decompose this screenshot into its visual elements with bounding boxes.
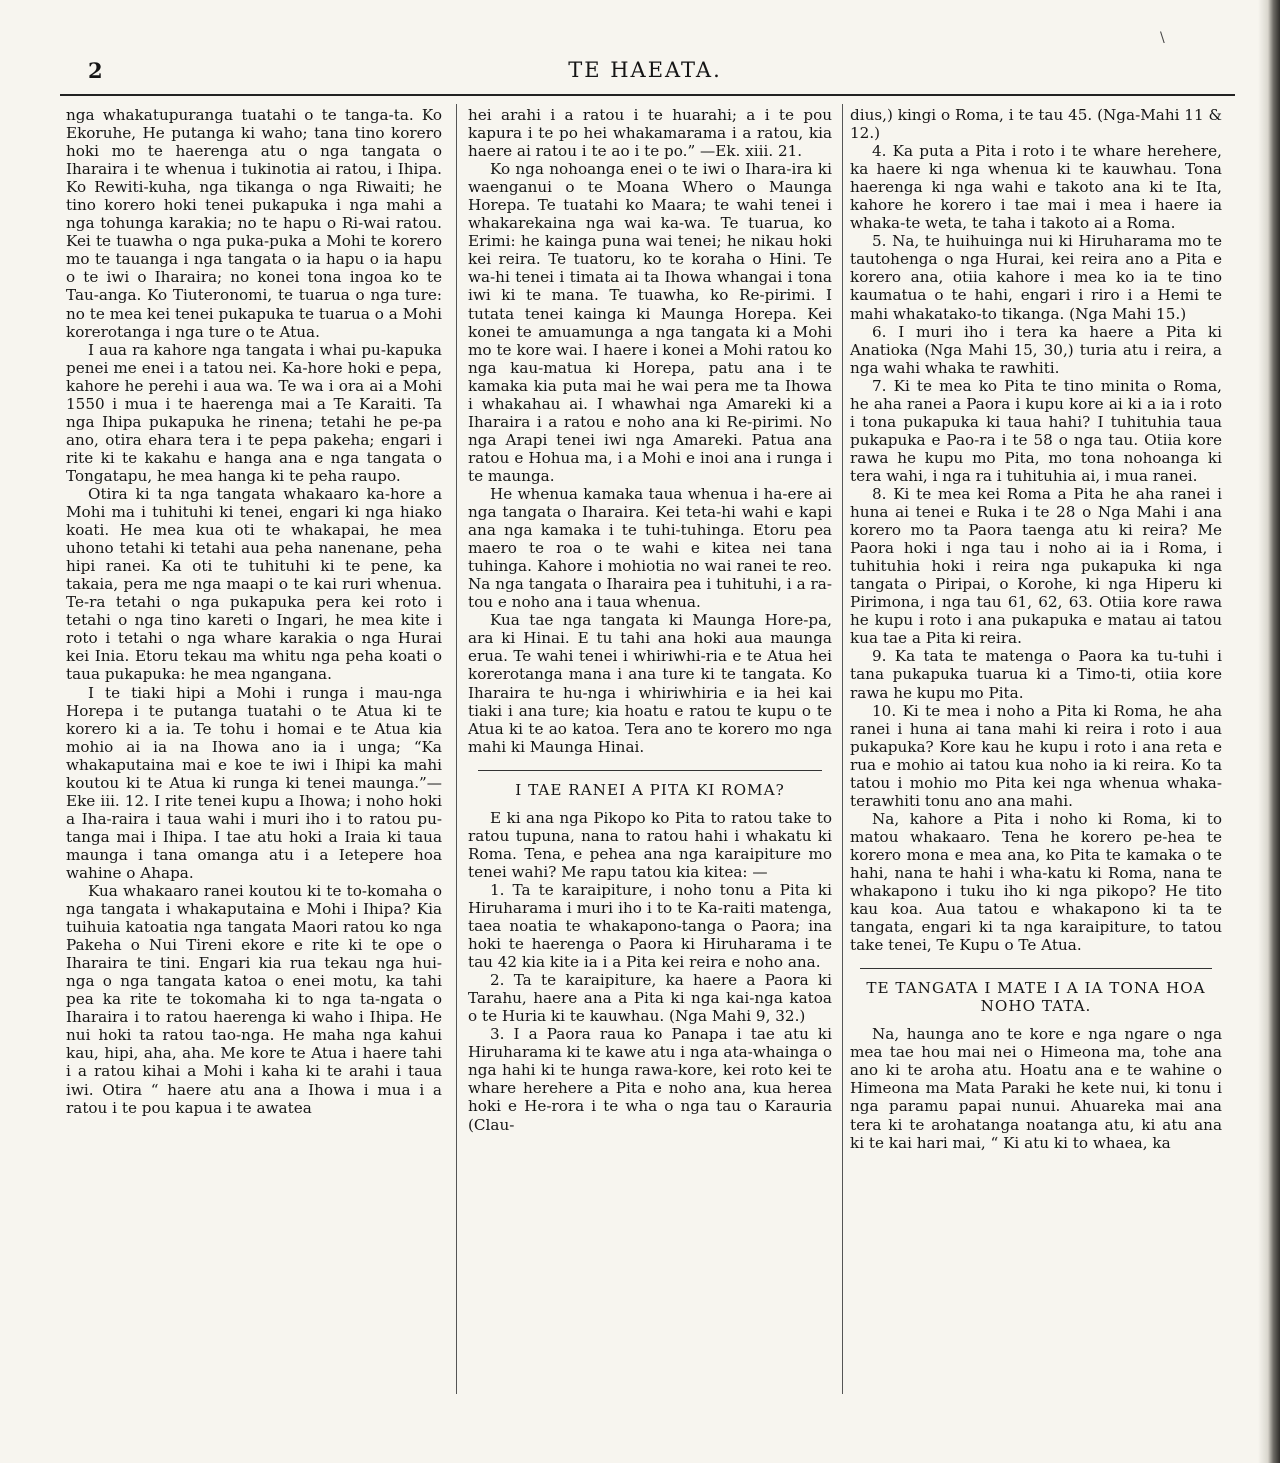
column-divider — [456, 104, 457, 1394]
article-heading: TE TANGATA I MATE I A IA TONA HOA NOHO TATA. — [866, 979, 1206, 1016]
paragraph: 10. Ki te mea i noho a Pita ki Roma, he aha ranei i huna ai tana mahi ki reira i roto i aua pukapuka? Kore kau he kupu i roto i ana reta e rua e mohio ai tatou kua noho ia ki reira. Ko ta tatou i mohio mo Pita kei nga whenua whaka-terawhiti tonu ano ana mahi. — [850, 701, 1222, 810]
paragraph: I te tiaki hipi a Mohi i runga i mau-nga Horepa i te putanga tuatahi o te Atua ki te korero ki a ia. Te tohu i homai e te Atua kia mohio ai ia na Ihowa ano ia i unga; “Ka whakaputaina mai e koe te iwi i Ihipi ka mahi koutou ki te Atua ki runga ki tenei maunga.”—Eke iii. 12. I rite tenei kupu a Ihowa; i noho hoki a Iha-raira i taua wahi i muri iho i to ratou pu-tanga mai i Ihipa. I tae atu hoki a Iraia ki taua maunga i tana omanga atu i a Ietepere hoa wahine o Ahapa. — [66, 683, 442, 882]
page-number: 2 — [88, 58, 103, 83]
paragraph: 5. Na, te huihuinga nui ki Hiruharama mo te tautohenga o nga Hurai, kei reira ano a Pita e korero ana, otiia kahore i mea ko ia te tino kaumatua o te hahi, engari i riro i a Hemi te mahi whakatako-to tikanga. (Nga Mahi 15.) — [850, 232, 1222, 323]
page-edge-shadow — [1258, 0, 1280, 1463]
paragraph: Otira ki ta nga tangata whakaaro ka-hore a Mohi ma i tuhituhi ki tenei, engari ki nga hiako koati. He mea kua oti te whakapai, he mea uhono tetahi ki tetahi aua peha nanenane, peha hipi ranei. Ka oti te tuhituhi ki te pene, ka takaia, pera me nga maapi o te kai ruri whenua. Te-ra tetahi o nga pukapuka pera kei roto i tetahi o nga tino kareti o Ingari, he mea kite i roto i tetahi o nga whare karakia o nga Hurai kei Inia. Etoru tekau ma whitu nga peha koati o taua pukapuka: he mea ngangana. — [66, 484, 442, 684]
paragraph: Na, kahore a Pita i noho ki Roma, ki to matou whakaaro. Tena he korero pe-hea te korero mona e mea ana, ko Pita te kamaka o te hahi, nana te hahi i wha-katu ki Roma, nana te whakapono i tuku iho ki nga pikopo? He tito kau koa. Aua tatou e whakapono ki ta te tangata, engari ki ta nga karaipiture, to tatou take tenei, Te Kupu o Te Atua. — [850, 809, 1222, 955]
paragraph: 6. I muri iho i tera ka haere a Pita ki Anatioka (Nga Mahi 15, 30,) turia atu i reira, a nga wahi whaka te rawhiti. — [850, 322, 1222, 377]
section-rule — [860, 968, 1212, 969]
paragraph: 9. Ka tata te matenga o Paora ka tu-tuhi i tana pukapuka tuarua ki a Timo-ti, otiia kore rawa he kupu mo Pita. — [850, 647, 1222, 702]
column-3 — [850, 106, 1222, 1152]
paragraph: Kua tae nga tangata ki Maunga Hore-pa, ara ki Hinai. E tu tahi ana hoki aua maunga erua. Te wahi tenei i whiriwhi-ria e te Atua hei korerotanga mana i ana ture ki te tangata. Ko Iharaira te hu-nga i whiriwhiria e ia hei kai tiaki i ana ture; kia hoatu e ratou te kupu o te Atua ki te ao katoa. Tera ano te korero mo nga mahi ki Maunga Hinai. — [468, 611, 832, 756]
newspaper-title: TE HAEATA. — [568, 58, 722, 82]
paragraph: E ki ana nga Pikopo ko Pita to ratou take to ratou tupuna, nana to ratou hahi i whakatu ki Roma. Tena, e pehea ana nga karaipiture mo tenei wahi? Me rapu tatou kia kitea: — — [468, 808, 832, 881]
column-2 — [468, 106, 832, 1134]
paragraph: Kua whakaaro ranei koutou ki te to-komaha o nga tangata i whakaputaina e Mohi i Ihipa? Kia tuihuia katoatia nga tangata Maori ratou ko nga Pakeha o Nui Tireni ekore e rite ki te ope o Iharaira te tini. Engari kia rua tekau nga hui-nga o nga tangata katoa o enei motu, ka tahi pea ka rite te tokomaha ki to nga ta-ngata o Iharaira i to ratou haerenga ki waho i Ihipa. He nui hoki ta ratou tao-nga. He maha nga kahui kau, hipi, aha, aha. Me kore te Atua i haere tahi i a ratou kihai a Mohi i kaha ki te arahi i taua iwi. Otira “ haere atu ana a Ihowa i mua i a ratou i te pou kapua i te awatea — [66, 882, 442, 1117]
paragraph: 8. Ki te mea kei Roma a Pita he aha ranei i huna ai tenei e Ruka i te 28 o Nga Mahi i ana korero mo ta Paora taenga atu ki reira? Me Paora hoki i nga tau i noho ai ia i Roma, i tuhituhia hoki i reira nga pukapuka ki nga tangata o Piripai, o Korohe, ki nga Hiperu ki Pirimona, i nga tau 61, 62, 63. Otiia kore rawa he kupu i roto i ana pukapuka e matau ai tatou kua tae a Pita ki reira. — [850, 484, 1222, 648]
section-rule — [478, 770, 822, 771]
column-1 — [66, 106, 442, 1117]
page-header — [60, 58, 1230, 90]
paragraph: 4. Ka puta a Pita i roto i te whare herehere, ka haere ki nga whenua ki te kauwhau. Tona haerenga ki nga wahi e takoto ana ki te Ita, kahore he korero i tae mai i mea i haere ia whaka-te weta, te taha i takoto ai a Roma. — [850, 142, 1222, 233]
article-heading: I TAE RANEI A PITA KI ROMA? — [515, 780, 785, 799]
paragraph: 7. Ki te mea ko Pita te tino minita o Roma, he aha ranei a Paora i kupu kore ai ki a ia i roto i tona pukapuka ki taua hahi? I tuhituhia taua pukapuka e Pao-ra i te 58 o nga tau. Otiia kore rawa he kupu mo Pita, mo tona nohoanga ki tera wahi, i nga ra i tuhituhia ai, i mua ranei. — [850, 376, 1222, 485]
paragraph: I aua ra kahore nga tangata i whai pu-kapuka penei me enei i a tatou nei. Ka-hore hoki e pepa, kahore he perehi i aua wa. Te wa i ora ai a Mohi 1550 i mua i te haerenga mai a Te Karaiti. Ta nga Ihipa pukapuka he rinena; tetahi he pe-pa ano, otira ehara tera i te pepa pakeha; engari i rite ki te kakahu e hanga ana e nga tangata o Tongatapu, he mea hanga ki te peha raupo. — [66, 340, 442, 485]
paragraph: nga whakatupuranga tuatahi o te tanga-ta. Ko Ekoruhe, He putanga ki waho; tana tino korero hoki mo te haerenga atu o nga tangata o Iharaira i te whenua i tukinotia ai ratou, i Ihipa. Ko Rewiti-kuha, nga tikanga o nga Riwaiti; he tino korero hoki tenei pukapuka i nga mahi a nga tohunga karakia; no te hapu o Ri-wai ratou. Kei te tuawha o nga puka-puka a Mohi te korero mo te tauanga i nga tangata o ia hapu o ia hapu o te iwi o Iharaira; no konei tona ingoa ko te Tau-anga. Ko Tiuteronomi, te tuarua o nga ture: no te mea kei tenei pukapuka te tuarua o a Mohi korerotanga i nga ture o te Atua. — [66, 106, 442, 341]
paragraph: dius,) kingi o Roma, i te tau 45. (Nga-Mahi 11 & 12.) — [850, 106, 1222, 143]
paragraph: Na, haunga ano te kore e nga ngare o nga mea tae hou mai nei o Himeona ma, tohe ana ano ki te aroha atu. Hoatu ana e te wahine o Himeona ma Mata Paraki he kete nui, ki tonu i nga paramu papai nunui. Ahuareka mai ana tera ki te arohatanga noatanga atu, ki atu ana ki te kai hari mai, “ Ki atu ki to whaea, ka — [850, 1025, 1222, 1152]
header-rule — [60, 94, 1235, 96]
paragraph: Ko nga nohoanga enei o te iwi o Ihara-ira ki waenganui o te Moana Whero o Maunga Horepa. Te tuatahi ko Maara; te wahi tenei i whakarekaina nga wai ka-wa. Te tuarua, ko Erimi: he kainga puna wai tenei; he nikau hoki kei reira. Te tuatoru, ko te koraha o Hini. Te wa-hi tenei i timata ai ta Ihowa whangai i tona iwi ki te mana. Te tuawha, ko Re-pirimi. I tutata tenei kainga ki Maunga Horepa. Kei konei te amuamunga a nga tangata ki a Mohi mo te kore wai. I haere i konei a Mohi ratou ko nga kau-matua ki Horepa, patu ana i te kamaka kia puta mai he wai pera me ta Ihowa i whakahau ai. I whawhai nga Amareki ki a Iharaira i a ratou e noho ana ki Re-pirimi. No nga Arapi tenei iwi nga Amareki. Patua ana ratou e Hohua ma, i a Mohi e inoi ana i runga i te maunga. — [468, 160, 832, 485]
paragraph: 3. I a Paora raua ko Panapa i tae atu ki Hiruharama ki te kawe atu i nga ata-whainga o nga hahi ki te hunga rawa-kore, kei roto kei te whare herehere a Pita e noho ana, kua herea hoki e He-rora i te wha o nga tau o Karauria (Clau- — [468, 1025, 832, 1134]
paragraph: 1. Ta te karaipiture, i noho tonu a Pita ki Hiruharama i muri iho i to te Ka-raiti matenga, taea noatia te whakapono-tanga o Paora; ina hoki te haerenga o Paora ki Hiruharama i te tau 42 kia kite ia i a Pita kei reira e noho ana. — [468, 880, 832, 972]
paragraph: hei arahi i a ratou i te huarahi; a i te pou kapura i te po hei whakamarama i a ratou, kia haere ai ratou i te ao i te po.” —Ek. xiii. 21. — [468, 106, 832, 161]
corner-mark: \ — [1160, 30, 1165, 46]
column-divider — [842, 104, 843, 1394]
paragraph: 2. Ta te karaipiture, ka haere a Paora ki Tarahu, haere ana a Pita ki nga kai-nga katoa o te Huria ki te kauwhau. (Nga Mahi 9, 32.) — [468, 971, 832, 1026]
paragraph: He whenua kamaka taua whenua i ha-ere ai nga tangata o Iharaira. Kei teta-hi wahi e kapi ana nga kamaka i te tuhi-tuhinga. Etoru pea maero te roa o te wahi e kitea nei tana tuhinga. Kahore i mohiotia no wai ranei te reo. Na nga tangata o Iharaira pea i tuhituhi, i a ra-tou e noho ana i taua whenua. — [468, 484, 832, 612]
